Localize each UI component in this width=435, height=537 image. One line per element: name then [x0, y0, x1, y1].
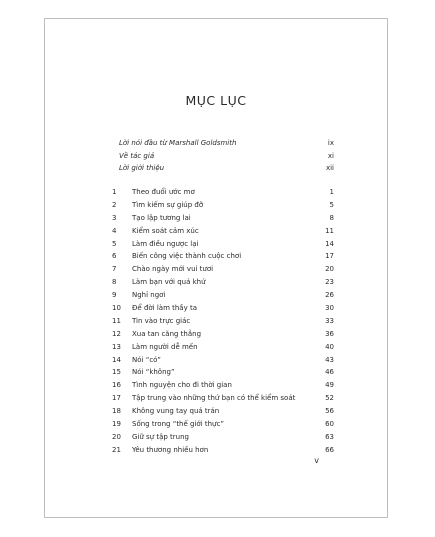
chapter-entry [112, 407, 334, 420]
chapter-entry [112, 355, 334, 369]
chapter-number: 11 [112, 316, 121, 325]
chapter-entry [112, 304, 334, 317]
chapter-entry [112, 252, 334, 265]
chapter-page: 49 [325, 381, 334, 390]
chapter-title: Làm bạn với quá khứ [132, 278, 206, 287]
chapter-number: 16 [112, 381, 121, 390]
chapter-title: Biến công việc thành cuộc chơi [132, 252, 242, 261]
chapter-title: Chào ngày mới vui tươi [132, 265, 214, 274]
front-matter-list [119, 139, 334, 177]
chapter-number: 17 [112, 394, 121, 403]
chapter-entry [112, 342, 334, 356]
chapter-title: Kiểm soát cảm xúc [132, 226, 199, 235]
chapter-page: 26 [325, 291, 334, 300]
chapter-title: Tạo lập tương lai [132, 213, 191, 222]
chapter-entry [112, 445, 334, 459]
chapter-entry [112, 213, 334, 227]
chapter-title: Nghỉ ngơi [132, 291, 166, 300]
chapter-entry [112, 291, 334, 304]
chapter-title: Tình nguyện cho đi thời gian [132, 381, 232, 390]
chapter-number: 15 [112, 368, 121, 377]
chapter-entry [112, 368, 334, 381]
front-matter-entry [119, 151, 334, 165]
chapter-entry [112, 381, 334, 394]
chapter-number: 9 [112, 291, 117, 300]
chapter-page: 60 [325, 420, 334, 429]
chapter-page: 36 [325, 329, 334, 338]
chapter-entry [112, 188, 334, 201]
chapter-page: 1 [329, 188, 334, 196]
chapter-entry [112, 200, 334, 214]
chapter-page: 46 [325, 368, 334, 377]
chapter-number: 6 [112, 252, 117, 261]
chapter-page: 23 [325, 278, 334, 287]
chapter-entry [112, 239, 334, 253]
chapter-entry [112, 278, 334, 291]
front-matter-entry [119, 139, 334, 152]
chapter-title: Theo đuổi ước mơ [132, 188, 195, 196]
entry-page: ix [327, 139, 334, 147]
chapter-page: 66 [325, 445, 334, 454]
entry-label: Lời nói đầu từ Marshall Goldsmith [119, 139, 237, 147]
entry-label: Lời giới thiệu [119, 164, 165, 172]
chapter-page: 20 [325, 265, 334, 274]
entry-page: xi [327, 151, 334, 160]
chapter-title: Yêu thương nhiều hơn [132, 445, 209, 454]
chapter-title: Nói “không” [132, 368, 175, 377]
chapter-page: 14 [325, 239, 334, 248]
chapter-number: 19 [112, 420, 121, 429]
chapter-entry [112, 265, 334, 278]
chapter-number: 10 [112, 304, 121, 313]
chapter-number: 18 [112, 407, 121, 416]
chapter-number: 8 [112, 278, 117, 287]
chapter-page: 63 [325, 432, 334, 441]
chapter-list [112, 188, 334, 459]
book-page [44, 18, 388, 518]
chapter-number: 7 [112, 265, 117, 274]
chapter-title: Để đời làm thầy ta [132, 304, 198, 313]
entry-page: xii [325, 164, 334, 172]
chapter-title: Nói “có” [132, 355, 161, 364]
chapter-page: 8 [329, 213, 334, 222]
chapter-title: Làm điều ngược lại [132, 239, 199, 248]
page-title: MỤC LỤC [185, 93, 247, 108]
entry-label: Về tác giả [119, 151, 155, 160]
chapter-page: 5 [329, 200, 334, 209]
chapter-number: 21 [112, 445, 121, 454]
chapter-title: Tìm kiếm sự giúp đỡ [132, 200, 204, 209]
chapter-title: Sống trong “thế giới thực” [132, 420, 224, 429]
chapter-title: Không vung tay quá trán [132, 407, 220, 416]
page-number: v [314, 456, 319, 465]
chapter-number: 1 [112, 188, 117, 196]
chapter-title: Tập trung vào những thứ bạn có thể kiểm soát [132, 394, 296, 403]
chapter-number: 2 [112, 200, 117, 209]
chapter-entry [112, 226, 334, 240]
chapter-page: 11 [325, 226, 334, 235]
chapter-page: 56 [325, 407, 334, 416]
chapter-number: 12 [112, 329, 121, 338]
chapter-title: Làm người dễ mến [132, 342, 198, 351]
chapter-entry [112, 432, 334, 446]
chapter-page: 30 [325, 304, 334, 313]
chapter-entry [112, 316, 334, 330]
chapter-number: 14 [112, 355, 121, 364]
chapter-page: 17 [325, 252, 334, 261]
chapter-number: 13 [112, 342, 121, 351]
front-matter-entry [119, 164, 334, 177]
chapter-entry [112, 329, 334, 343]
chapter-title: Xua tan căng thẳng [132, 329, 202, 338]
chapter-number: 20 [112, 432, 121, 441]
chapter-page: 33 [325, 316, 334, 325]
chapter-number: 3 [112, 213, 117, 222]
chapter-page: 40 [325, 342, 334, 351]
chapter-page: 52 [325, 394, 334, 403]
chapter-title: Tin vào trực giác [132, 316, 191, 325]
chapter-number: 4 [112, 226, 117, 235]
chapter-entry [112, 394, 334, 407]
chapter-page: 43 [325, 355, 334, 364]
chapter-entry [112, 420, 334, 433]
chapter-title: Giữ sự tập trung [132, 432, 189, 441]
chapter-number: 5 [112, 239, 117, 248]
